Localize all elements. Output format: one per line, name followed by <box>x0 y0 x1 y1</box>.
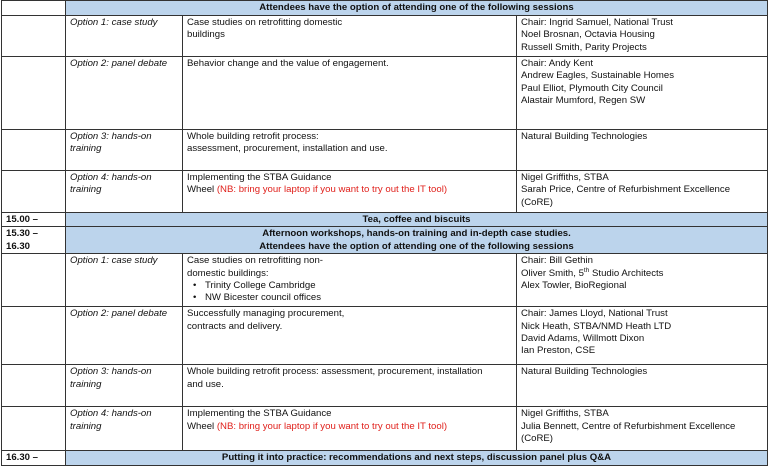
session-description: Whole building retrofit process: assessment, procurement, installation and use. <box>183 130 517 171</box>
building-list <box>187 280 512 305</box>
speakers <box>517 254 768 307</box>
speakers <box>517 365 768 407</box>
option-label: Option 1: case study <box>66 16 183 57</box>
laptop-note: (NB: bring your laptop if you want to try out the IT tool) <box>216 420 448 432</box>
closing-label: Putting it into practice: recommendations and next steps, discussion panel plus Q&A <box>66 451 768 465</box>
speaker: Noel Brosnan, Octavia Housing <box>521 29 655 41</box>
speaker: Oliver Smith, 5th Studio Architects <box>521 266 664 279</box>
speakers <box>517 57 768 130</box>
break-label: Tea, coffee and biscuits <box>66 213 768 227</box>
speaker: Nick Heath, STBA/NMD Heath LTD <box>521 320 672 332</box>
speaker: Chair: Ingrid Samuel, National Trust <box>521 17 673 28</box>
list-item: • Trinity College Cambridge <box>205 280 512 292</box>
agenda-table <box>1 0 768 466</box>
speakers <box>517 307 768 365</box>
session-description: Behavior change and the value of engagement. <box>183 57 517 130</box>
speakers <box>517 130 768 171</box>
session-description: Case studies on retrofitting non- domestic buildings: • Trinity College Cambridge • NW Bicester council offices <box>183 254 517 307</box>
time-cell <box>2 307 66 365</box>
speaker: Alex Towler, BioRegional <box>521 280 627 292</box>
time-cell: 15.30 – 16.30 <box>2 227 66 254</box>
break-row <box>2 213 768 227</box>
speaker: Chair: James Lloyd, National Trust <box>521 308 668 320</box>
time-cell <box>2 130 66 171</box>
speaker: Nigel Griffiths, STBA <box>521 408 609 420</box>
session-description: Implementing the STBA Guidance Wheel (NB: bring your laptop if you want to try out the IT tool) <box>183 171 517 213</box>
option-label: Option 1: case study <box>66 254 183 307</box>
speaker: Alastair Mumford, Regen SW <box>521 95 646 107</box>
session-description: Whole building retrofit process: assessment, procurement, installation and use. <box>183 365 517 407</box>
session-description: Case studies on retrofitting domestic buildings <box>183 16 517 57</box>
speaker: Chair: Bill Gethin <box>521 255 593 267</box>
list-item: • NW Bicester council offices <box>205 292 512 304</box>
laptop-note: (NB: bring your laptop if you want to try out the IT tool) <box>216 184 448 196</box>
speaker: (CoRE) <box>521 196 553 208</box>
session-row <box>2 16 768 57</box>
session-header-row <box>2 1 768 16</box>
session-row <box>2 407 768 451</box>
time-cell: 16.30 – <box>2 451 66 465</box>
option-label: Option 3: hands-on training <box>66 130 183 171</box>
option-label: Option 4: hands-on training <box>66 171 183 213</box>
session-row <box>2 57 768 130</box>
speaker: Julia Bennett, Centre of Refurbishment Excellence <box>521 420 736 432</box>
option-label: Option 4: hands-on training <box>66 407 183 451</box>
speaker: Nigel Griffiths, STBA <box>521 172 609 183</box>
time-cell <box>2 16 66 57</box>
session-row <box>2 365 768 407</box>
session-header: Afternoon workshops, hands-on training and in-depth case studies. Attendees have the option of attending one of the following sessions <box>66 227 768 254</box>
time-cell <box>2 365 66 407</box>
time-cell: 15.00 – <box>2 213 66 227</box>
time-cell <box>2 57 66 130</box>
session-description: Successfully managing procurement, contracts and delivery. <box>183 307 517 365</box>
time-cell <box>2 1 66 16</box>
speaker: Russell Smith, Parity Projects <box>521 41 647 53</box>
speaker: Natural Building Technologies <box>521 366 648 378</box>
speaker: Ian Preston, CSE <box>521 345 596 357</box>
session-row <box>2 130 768 171</box>
session-header-row <box>2 227 768 254</box>
session-row <box>2 254 768 307</box>
speaker: Paul Elliot, Plymouth City Council <box>521 82 663 94</box>
session-description: Implementing the STBA Guidance Wheel (NB: bring your laptop if you want to try out the IT tool) <box>183 407 517 451</box>
closing-row <box>2 451 768 465</box>
speaker: (CoRE) <box>521 433 553 445</box>
speaker: Andrew Eagles, Sustainable Homes <box>521 70 675 82</box>
option-label: Option 2: panel debate <box>66 307 183 365</box>
speakers <box>517 16 768 57</box>
speakers <box>517 171 768 213</box>
option-label: Option 2: panel debate <box>66 57 183 130</box>
session-row <box>2 307 768 365</box>
time-cell <box>2 254 66 307</box>
session-row <box>2 171 768 213</box>
option-label: Option 3: hands-on training <box>66 365 183 407</box>
time-cell <box>2 171 66 213</box>
session-header: Attendees have the option of attending one of the following sessions <box>66 1 768 16</box>
speaker: David Adams, Willmott Dixon <box>521 333 645 345</box>
time-cell <box>2 407 66 451</box>
speakers <box>517 407 768 451</box>
speaker: Chair: Andy Kent <box>521 58 593 69</box>
speaker: Natural Building Technologies <box>521 131 648 142</box>
speaker: Sarah Price, Centre of Refurbishment Excellence <box>521 184 731 196</box>
